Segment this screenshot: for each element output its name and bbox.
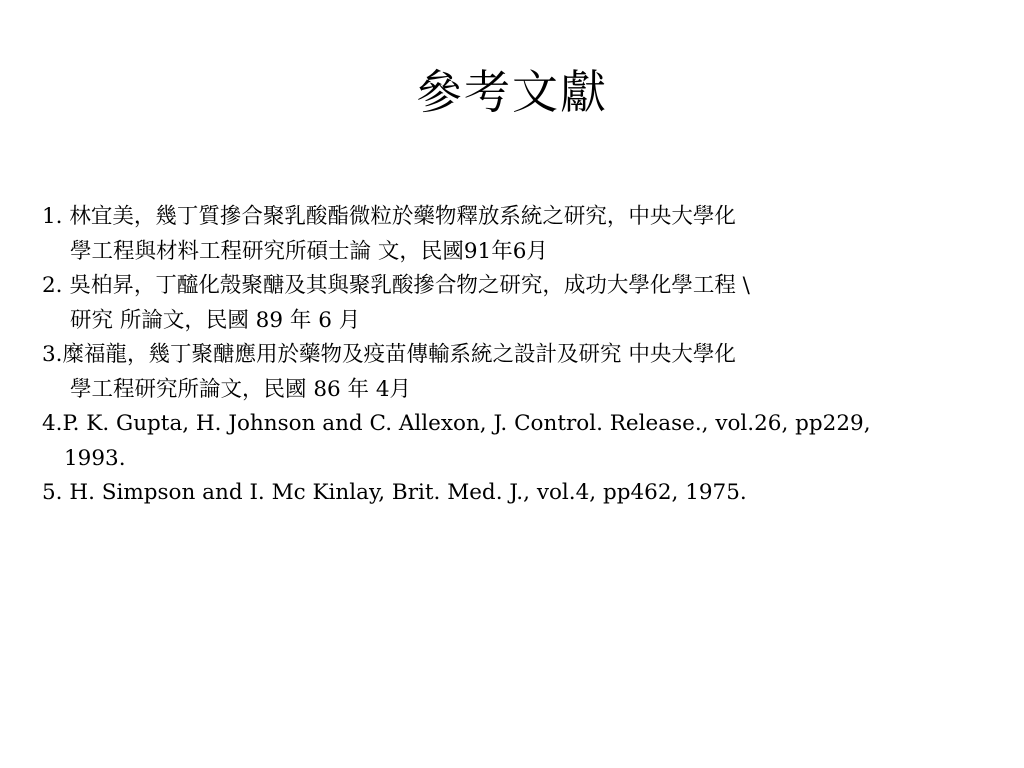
reference-list: [42, 200, 1002, 511]
reference-item-2: [42, 269, 1002, 338]
reference-line-continued: 學工程研究所論文，民國 86 年 4月: [70, 376, 412, 402]
reference-item-5: [42, 476, 1002, 511]
reference-line-continued: 1993.: [64, 445, 126, 471]
reference-line: 1. 林宜美，幾丁質摻合聚乳酸酯微粒於藥物釋放系統之研究，中央大學化: [42, 204, 736, 229]
reference-line: 2. 吳柏昇，丁醯化殼聚醣及其與聚乳酸摻合物之研究，成功大學化學工程 \: [42, 273, 750, 298]
reference-item-3: [42, 338, 1002, 407]
reference-item-1: [42, 200, 1002, 269]
reference-line: 4.P. K. Gupta, H. Johnson and C. Allexon, J. Control. Release., vol.26, pp229,: [42, 411, 871, 436]
reference-line-continued: 學工程與材料工程研究所碩士論 文，民國91年6月: [70, 238, 548, 264]
reference-item-4: [42, 407, 1002, 476]
reference-line: 5. H. Simpson and I. Mc Kinlay, Brit. Med. J., vol.4, pp462, 1975.: [42, 480, 747, 505]
slide-title: 參考文獻: [416, 65, 608, 119]
reference-line: 3.糜福龍，幾丁聚醣應用於藥物及疫苗傳輸系統之設計及研究 中央大學化: [42, 342, 736, 367]
reference-line-continued: 研究 所論文，民國 89 年 6 月: [70, 307, 361, 333]
